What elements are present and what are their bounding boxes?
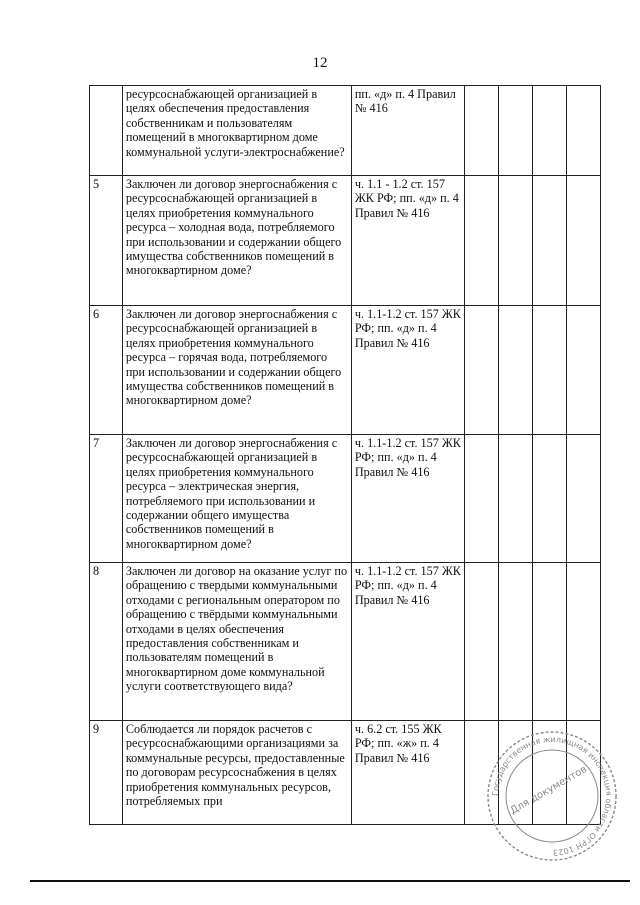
page-bottom-rule bbox=[30, 880, 630, 882]
question-cell: Заключен ли договор на оказание услуг по обращению с твердыми коммунальными отходами с региональным оператором по обращению с твёрдыми коммунальными отходами в целях обеспечения предоставления собственникам и пользователям помещений в многоквартирном доме коммунальной услуги соответствующего вида? bbox=[122, 563, 351, 721]
row-number: 5 bbox=[90, 176, 123, 306]
answer-cell bbox=[465, 306, 499, 435]
answer-cell bbox=[567, 306, 601, 435]
row-number: 9 bbox=[90, 721, 123, 825]
answer-cell bbox=[499, 176, 533, 306]
answer-cell bbox=[533, 563, 567, 721]
row-number: 7 bbox=[90, 435, 123, 563]
answer-cell bbox=[465, 563, 499, 721]
table-row bbox=[90, 563, 601, 721]
question-cell: Заключен ли договор энергоснабжения с ресурсоснабжающей организацией в целях приобретения коммунального ресурса – электрическая энергия, потребляемого при использовании и содержании общего имущества собственников помещений в многоквартирном доме? bbox=[122, 435, 351, 563]
stamp-graphic bbox=[488, 732, 616, 860]
legal-reference-cell: ч. 1.1-1.2 ст. 157 ЖК РФ; пп. «д» п. 4 Правил № 416 bbox=[351, 306, 464, 435]
legal-reference-cell: ч. 6.2 ст. 155 ЖК РФ; пп. «ж» п. 4 Правил № 416 bbox=[351, 721, 464, 825]
stamp-ring-text: Государственная жилищная инспекция области ОГРН 1023 bbox=[490, 734, 614, 858]
table-row bbox=[90, 306, 601, 435]
answer-cell bbox=[499, 563, 533, 721]
answer-cell bbox=[499, 306, 533, 435]
answer-cell bbox=[499, 86, 533, 176]
answer-cell bbox=[533, 435, 567, 563]
answer-cell bbox=[499, 435, 533, 563]
table-row bbox=[90, 176, 601, 306]
official-stamp bbox=[484, 728, 620, 864]
answer-cell bbox=[567, 86, 601, 176]
answer-cell bbox=[567, 176, 601, 306]
answer-cell bbox=[533, 176, 567, 306]
answer-cell bbox=[465, 435, 499, 563]
row-number: 8 bbox=[90, 563, 123, 721]
answer-cell bbox=[533, 306, 567, 435]
question-cell: Заключен ли договор энергоснабжения с ресурсоснабжающей организацией в целях приобретения коммунального ресурса – холодная вода, потребляемого при использовании и содержании общего имущества собственников помещений в многоквартирном доме? bbox=[122, 176, 351, 306]
answer-cell bbox=[465, 86, 499, 176]
legal-reference-cell: пп. «д» п. 4 Правил № 416 bbox=[351, 86, 464, 176]
table-row bbox=[90, 435, 601, 563]
stamp-center-text: Для документов bbox=[508, 763, 589, 817]
row-number: 6 bbox=[90, 306, 123, 435]
row-number bbox=[90, 86, 123, 176]
answer-cell bbox=[533, 86, 567, 176]
question-cell: ресурсоснабжающей организацией в целях обеспечения предоставления собственникам и пользователям помещений в многоквартирном доме коммунальной услуги-электроснабжение? bbox=[122, 86, 351, 176]
question-cell: Заключен ли договор энергоснабжения с ресурсоснабжающей организацией в целях приобретения коммунального ресурса – горячая вода, потребляемого при использовании и содержании общего имущества собственников помещений в многоквартирном доме? bbox=[122, 306, 351, 435]
checklist-table bbox=[89, 85, 601, 825]
legal-reference-cell: ч. 1.1-1.2 ст. 157 ЖК РФ; пп. «д» п. 4 Правил № 416 bbox=[351, 435, 464, 563]
answer-cell bbox=[567, 563, 601, 721]
table-row bbox=[90, 86, 601, 176]
legal-reference-cell: ч. 1.1 - 1.2 ст. 157 ЖК РФ; пп. «д» п. 4 Правил № 416 bbox=[351, 176, 464, 306]
question-cell: Соблюдается ли порядок расчетов с ресурсоснабжающими организациями за коммунальные ресурсы, предоставленные по договорам ресурсоснабжения в целях приобретения коммунальных ресурсов, потребляемых при bbox=[122, 721, 351, 825]
page-number: 12 bbox=[312, 55, 328, 71]
answer-cell bbox=[567, 435, 601, 563]
answer-cell bbox=[465, 176, 499, 306]
legal-reference-cell: ч. 1.1-1.2 ст. 157 ЖК РФ; пп. «д» п. 4 Правил № 416 bbox=[351, 563, 464, 721]
